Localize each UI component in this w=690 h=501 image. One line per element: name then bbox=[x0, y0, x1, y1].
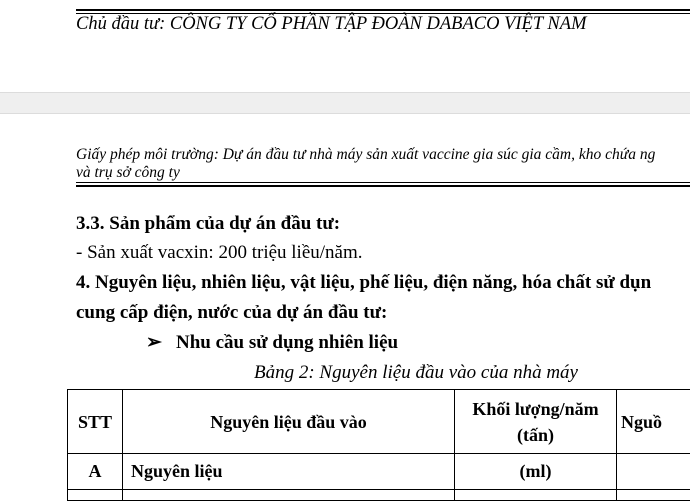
table-caption: Bảng 2: Nguyên liệu đầu vào của nhà máy bbox=[254, 362, 578, 384]
section-4-heading-line-2: cung cấp điện, nước của dự án đầu tư: bbox=[76, 301, 387, 325]
section-3-3-heading: 3.3. Sản phẩm của dự án đầu tư: bbox=[76, 212, 340, 236]
header-permit-line-2: và trụ sở công ty bbox=[76, 164, 180, 182]
header-stt: STT bbox=[68, 390, 123, 454]
header-material: Nguyên liệu đầu vào bbox=[123, 390, 455, 454]
table-header-row bbox=[68, 390, 690, 454]
header-permit-line-1: Giấy phép môi trường: Dự án đầu tư nhà máy sản xuất vaccine gia súc gia cầm, kho chứa ng bbox=[76, 146, 655, 164]
cell-source bbox=[617, 454, 690, 490]
table-row bbox=[68, 454, 690, 490]
section-4-heading-line-1: 4. Nguyên liệu, nhiên liệu, vật liệu, phế liệu, điện năng, hóa chất sử dụn bbox=[76, 271, 651, 295]
product-capacity-line: - Sản xuất vacxin: 200 triệu liều/năm. bbox=[76, 241, 363, 265]
cell-stt: A bbox=[68, 454, 123, 490]
page-break-gap bbox=[0, 92, 690, 114]
footer-rule-top-thick bbox=[76, 9, 690, 11]
header-volume-line-2: (tấn) bbox=[517, 425, 554, 445]
cell-material: Nguyên liệu bbox=[123, 454, 455, 490]
header-volume-line-1: Khối lượng/năm bbox=[472, 399, 598, 419]
table-row-partial bbox=[68, 490, 690, 501]
materials-table bbox=[67, 389, 690, 501]
header-rule-thin bbox=[76, 182, 690, 183]
header-source: Nguồ bbox=[617, 390, 690, 454]
header-rule-thick bbox=[76, 185, 690, 187]
fuel-needs-heading: Nhu cầu sử dụng nhiên liệu bbox=[176, 332, 398, 354]
footer-owner-text: Chủ đầu tư: CÔNG TY CỔ PHẦN TẬP ĐOÀN DABACO VIỆT NAM bbox=[76, 14, 586, 35]
header-volume bbox=[455, 390, 617, 454]
arrow-bullet-icon: ➢ bbox=[146, 331, 162, 354]
cell-volume: (ml) bbox=[455, 454, 617, 490]
